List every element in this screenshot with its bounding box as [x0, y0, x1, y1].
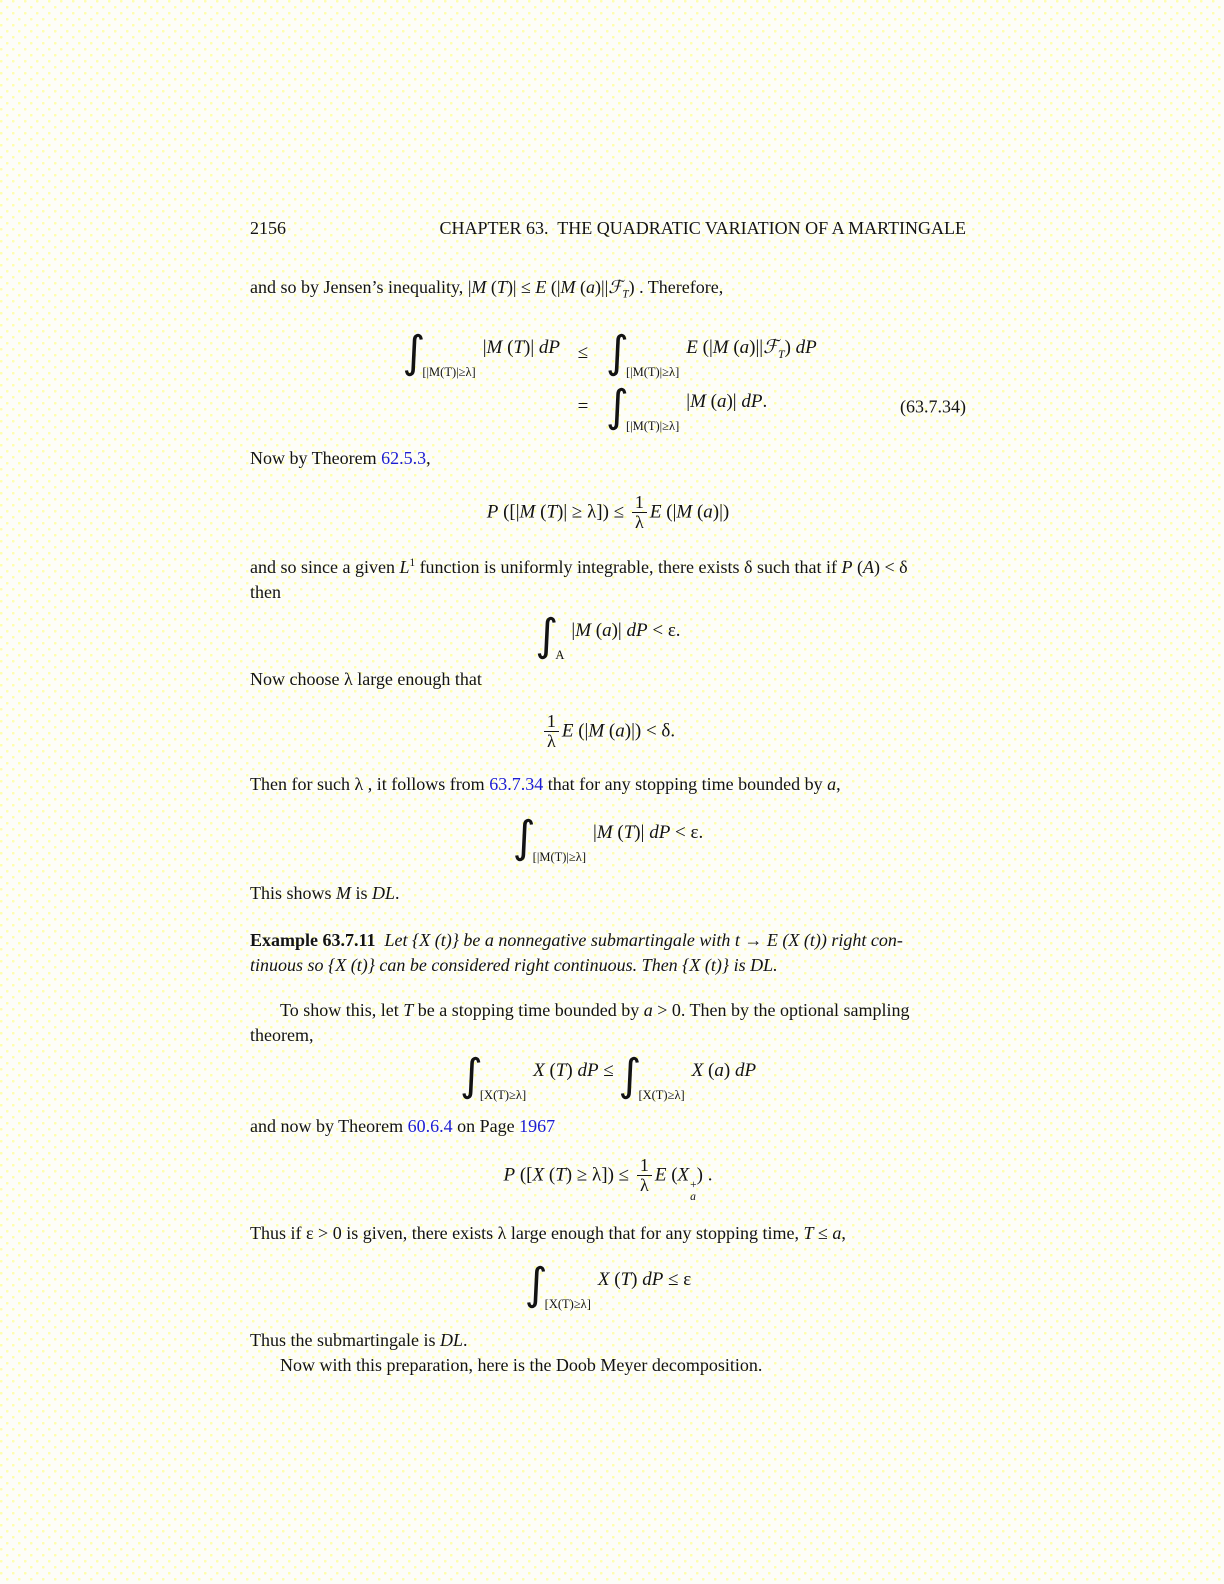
text-run: a	[827, 773, 837, 794]
text-run: )|	[524, 336, 539, 358]
text-run: dP	[741, 390, 763, 412]
text-run: )	[631, 1268, 643, 1290]
relation-leq	[560, 342, 606, 364]
text-run: > 0. Then by the optional sampling	[652, 999, 910, 1020]
text-run: (	[535, 500, 547, 522]
text-run: .	[462, 1329, 468, 1350]
display-equation-markov-X	[250, 1151, 966, 1209]
text-run: ≤	[598, 1059, 619, 1081]
text-run: theorem,	[250, 1024, 314, 1045]
relation-equals	[560, 396, 606, 418]
text-run: )	[566, 1059, 578, 1081]
text-run: A	[862, 556, 874, 577]
integral-sign: ∫ [|M(T)|≥λ]	[512, 811, 586, 865]
text-run: then	[250, 581, 281, 602]
text-run: be a stopping time bounded by	[413, 999, 644, 1020]
text-run: Now with this preparation, here is the Doob Meyer decomposition.	[280, 1354, 763, 1375]
text-run: on Page	[452, 1115, 520, 1136]
text-run: =	[577, 395, 589, 417]
text-run: dP	[577, 1059, 599, 1081]
text-run: T	[622, 288, 629, 301]
text-run: )	[723, 1059, 735, 1081]
text-run: M	[471, 277, 487, 297]
integral-sign: ∫ [X(T)≥λ]	[618, 1049, 685, 1103]
text-run: (	[852, 556, 863, 577]
text-run: DL	[372, 882, 396, 903]
text-run: a	[714, 1059, 724, 1081]
text-run: T	[803, 1222, 814, 1243]
text-run: (|	[661, 500, 677, 522]
text-run: Let {X (t)} be a nonnegative submartingale with t → E (X (t)) right con-	[384, 929, 903, 950]
text-run: a	[615, 719, 625, 741]
fraction: $\frac{1}{\lambda}$	[544, 712, 559, 752]
text-run: |	[482, 336, 487, 358]
text-run: |	[686, 390, 691, 412]
equation-number: (63.7.34)	[900, 396, 966, 417]
text-run: T	[620, 1268, 632, 1290]
text-run: M	[712, 336, 729, 358]
text-run: X	[533, 1059, 545, 1081]
text-run: .	[762, 390, 768, 412]
display-equation-MT-epsilon	[250, 809, 966, 867]
text-run: Example 63.7.11	[250, 929, 376, 950]
text-run: function is uniformly integrable, there exists δ such that if	[415, 556, 842, 577]
paragraph-theorem-ref	[250, 446, 966, 471]
text-run: (	[666, 1164, 678, 1186]
text-run: ,	[426, 447, 431, 468]
text-run: M	[596, 821, 613, 843]
text-run: (	[705, 390, 717, 412]
text-run: M	[560, 277, 576, 297]
fraction: $\frac{1}{\lambda}$	[637, 1156, 652, 1196]
display-equation-XT-epsilon	[250, 1256, 966, 1314]
text-run: (	[612, 821, 624, 843]
paragraph-shows-M-DL	[250, 881, 966, 906]
text-run: ℱ	[763, 336, 779, 358]
text-run: )	[784, 336, 796, 358]
text-run: dP	[626, 619, 648, 641]
text-run: T	[778, 347, 785, 361]
text-run: is	[351, 882, 373, 903]
text-run: P	[841, 556, 853, 577]
text-run: T	[555, 1164, 566, 1186]
text-run: )|	[634, 821, 650, 843]
text-run: < ε.	[647, 619, 681, 641]
text-run: dP	[649, 821, 671, 843]
text-run: |	[593, 821, 597, 843]
text-run: )|	[611, 619, 627, 641]
integral-sign: ∫ [|M(T)|≥λ]	[606, 380, 680, 434]
superscript-subscript-stack: + a	[690, 1178, 697, 1204]
text-run: X	[691, 1059, 704, 1081]
text-run: T	[513, 336, 524, 358]
cross-reference-link[interactable]: 60.6.4	[407, 1115, 453, 1136]
paragraph-doob-meyer-intro	[250, 1353, 966, 1378]
text-run: Now choose λ large enough that	[250, 668, 482, 689]
text-run: and so by Jensen’s inequality,	[250, 277, 468, 297]
text-run: and now by Theorem	[250, 1115, 408, 1136]
text-run: ≤ ε	[663, 1268, 692, 1290]
text-run: X	[597, 1268, 610, 1290]
text-run: ,	[841, 1222, 846, 1243]
paragraph-choose-lambda	[250, 667, 966, 692]
fraction: $\frac{1}{\lambda}$	[632, 493, 647, 533]
text-run: P	[503, 1164, 516, 1186]
text-run: dP	[734, 1059, 757, 1081]
integral-sign: ∫ A	[535, 609, 565, 663]
text-run: and so since a given	[250, 556, 400, 577]
integral-sign: ∫ [|M(T)|≥λ]	[402, 326, 476, 380]
text-run: )| ≤	[506, 277, 536, 297]
page-header	[250, 218, 966, 239]
text-run: E	[649, 500, 662, 522]
text-run: (	[591, 619, 603, 641]
text-run: ([|	[498, 500, 520, 522]
text-run: ≤	[813, 1222, 833, 1243]
text-run: (	[609, 1268, 621, 1290]
text-run: M	[575, 619, 592, 641]
text-run: E	[535, 277, 547, 297]
text-run: (|	[573, 719, 589, 741]
text-run: To show this, let	[280, 999, 404, 1020]
display-equation-integral-A	[250, 609, 966, 663]
text-run: Thus the submartingale is	[250, 1329, 440, 1350]
text-run: Then for such λ , it follows from	[250, 773, 490, 794]
display-equation-lambda-delta	[250, 704, 966, 760]
text-run: a	[703, 500, 713, 522]
example-63-7-11	[250, 928, 966, 978]
text-run: T	[403, 999, 414, 1020]
integral-sign: ∫ [X(T)≥λ]	[524, 1258, 591, 1312]
text-run: dP	[642, 1268, 664, 1290]
text-run: a	[586, 277, 596, 297]
text-run: ) < δ	[873, 556, 908, 577]
text-run: (	[728, 336, 740, 358]
text-run: M	[336, 882, 352, 903]
text-run: Now by Theorem	[250, 447, 382, 468]
text-run: tinuous so {X (t)} can be considered right continuous. Then {X (t)} is DL.	[250, 954, 778, 975]
text-run: ([	[515, 1164, 533, 1186]
text-run: (	[575, 277, 587, 297]
text-run: that for any stopping time bounded by	[543, 773, 828, 794]
paragraph-stopping-time	[250, 772, 966, 797]
text-run: .	[395, 882, 400, 903]
text-run: |	[571, 619, 576, 641]
text-run: DL	[439, 1329, 463, 1350]
equation-lhs	[250, 326, 560, 380]
text-run: )|	[726, 390, 742, 412]
cross-reference-link[interactable]: 1967	[519, 1115, 556, 1136]
text-run: a	[643, 999, 653, 1020]
paragraph-submartingale-DL	[250, 1328, 966, 1353]
text-run: ) ≥ λ]) ≤	[565, 1164, 634, 1186]
text-run: )||	[749, 336, 764, 358]
display-equation-63-7-34	[250, 326, 966, 434]
display-equation-markov-M	[250, 487, 966, 539]
text-run	[376, 930, 385, 950]
text-run: X	[677, 1164, 690, 1186]
text-run: (	[544, 1164, 556, 1186]
text-run: 1	[409, 556, 416, 569]
text-run: P	[486, 500, 499, 522]
text-run: T	[546, 500, 558, 522]
equation-row-2	[250, 380, 966, 434]
page-number: 2156	[250, 218, 286, 238]
text-run: dP	[538, 336, 560, 358]
cross-reference-link[interactable]: 62.5.3	[381, 447, 427, 468]
text-run: E	[561, 719, 574, 741]
text-run: a	[602, 619, 612, 641]
text-run: (	[544, 1059, 556, 1081]
text-run: E	[686, 336, 698, 358]
text-run: )| ≥ λ]) ≤	[557, 500, 629, 522]
display-equation-optional-sampling	[250, 1048, 966, 1104]
paragraph-uniform-integrability	[250, 551, 966, 605]
text-run: )|) < δ.	[624, 719, 676, 741]
chapter-running-title: CHAPTER 63. THE QUADRATIC VARIATION OF A MARTINGALE	[439, 218, 966, 238]
text-run: T	[496, 277, 507, 297]
text-run: (	[692, 500, 704, 522]
text-run: This shows	[250, 882, 337, 903]
text-run: (|	[546, 277, 561, 297]
paragraph-theorem-60-6-4	[250, 1114, 966, 1139]
text-run: M	[519, 500, 536, 522]
text-run: (	[703, 1059, 715, 1081]
text-run: |	[467, 277, 472, 297]
paragraph-epsilon-given	[250, 1221, 966, 1246]
text-run: T	[623, 821, 635, 843]
text-run: ℱ	[608, 277, 623, 297]
text-run: (	[604, 719, 616, 741]
integral-sign: ∫ [|M(T)|≥λ]	[606, 326, 680, 380]
text-run: (|	[697, 336, 713, 358]
text-run: M	[486, 336, 503, 358]
text-run: M	[690, 390, 706, 412]
text-run: M	[676, 500, 693, 522]
text-run: < ε.	[670, 821, 704, 843]
text-run: T	[555, 1059, 567, 1081]
text-run: L	[399, 556, 410, 577]
text-run: M	[588, 719, 605, 741]
text-run: Thus if ε > 0 is given, there exists λ large enough that for any stopping time,	[250, 1222, 804, 1243]
integral-sign: ∫ [X(T)≥λ]	[459, 1049, 527, 1103]
paragraph-optional-sampling	[250, 998, 966, 1048]
text-run: )||	[595, 277, 609, 297]
text-run: )|)	[712, 500, 730, 522]
equation-rhs	[606, 326, 966, 380]
text-column	[250, 218, 966, 1378]
text-run: dP	[795, 336, 817, 358]
text-run: ) .	[696, 1164, 713, 1186]
paragraph-jensen-inequality	[250, 275, 966, 308]
text-run: a	[739, 336, 750, 358]
cross-reference-link[interactable]: 63.7.34	[489, 773, 544, 794]
text-run: a	[832, 1222, 842, 1243]
text-run: ,	[836, 773, 841, 794]
text-run: X	[532, 1164, 545, 1186]
text-run: E	[654, 1164, 667, 1186]
text-run: ) . Therefore,	[628, 277, 724, 297]
text-run: ≤	[577, 341, 589, 363]
text-run: a	[716, 390, 727, 412]
text-run: (	[502, 336, 514, 358]
equation-row-1	[250, 326, 966, 380]
text-run: (	[486, 277, 497, 297]
